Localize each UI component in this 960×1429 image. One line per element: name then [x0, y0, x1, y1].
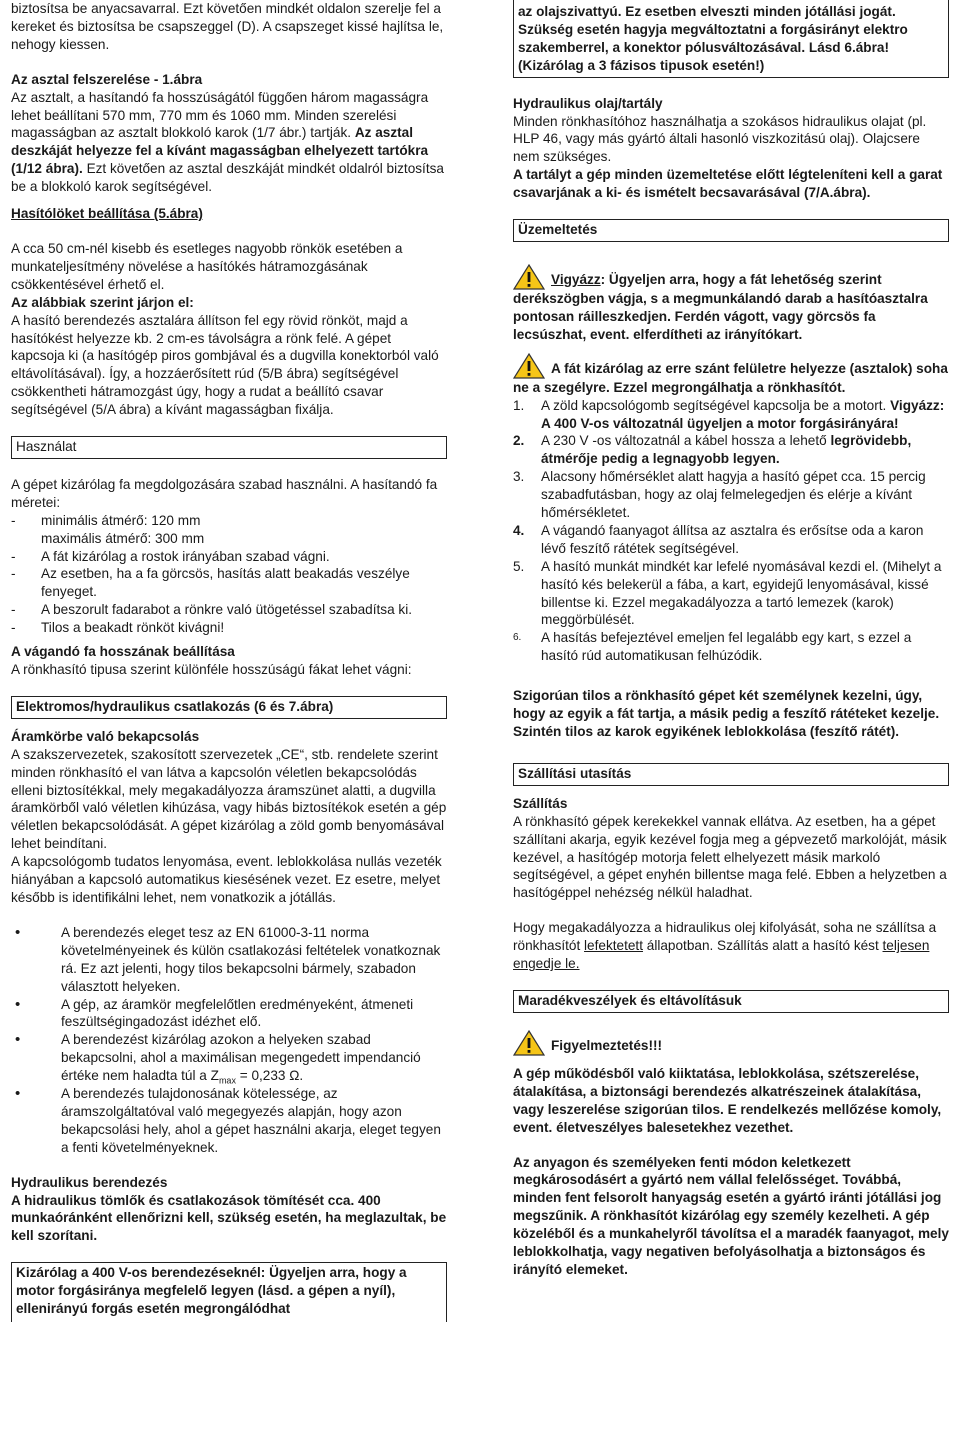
- residual-text-2: Az anyagon és személyeken fenti módon keletkezett megkárosodásért a gyártó nem vállal felelősséget. Továbbá, minden fent felsorolt hanyagság esetén a gyártó iránti jótállási jog megszűnik. A rönkhasítót kizárólag egy személy kezelheti. A gép közeléből és a munkahelyről távolítsa el a maradék faanyagot, mely leblokkolhatja, vagy negativen befolyásolhatja a biztonságos és irányító elemeket.: [513, 1154, 949, 1277]
- transport-text-2: Hogy megakadályozza a hidraulikus olej kifolyását, soha ne szállítsa a rönkhasítót lefektetett állapotban. Szállítás alatt a hasító kést teljesen engedje le.: [513, 920, 937, 972]
- residual-heading-box: Maradékveszélyek és eltávolításuk: [513, 990, 949, 1013]
- list-item: 5. A hasító munkát mindkét kar lefelé nyomásával kezdi el. (Mihelyt a hasító kés belekerül a fába, a kart, egyidejű lenyomásával, kissé billentse ki. Ezzel megakadályozza a tartó lemezek (karok) meggörbülését.: [513, 558, 942, 628]
- list-item: 4. A vágandó faanyagot állítsa az asztalra és erősítse oda a karon lévő feszítő rátétek segítségével.: [513, 522, 924, 556]
- warning-triangle-icon: [513, 264, 545, 290]
- voltage-warning-box-continued: az olajszivattyú. Ez esetben elveszti minden jótállási jogát. Szükség esetén hagyja megváltoztatni a forgásirányt elektro szakemberrel, a konektor pólusváltozásával. Lásd 6.ábra! (Kizárólag a 3 fázisos tipusok esetén!): [513, 0, 949, 78]
- list-item: - A beszorult fadarabot a rönkre való ütögetéssel szabadítsa ki.: [11, 602, 413, 618]
- splitting-text-1: A cca 50 cm-nél kisebb és esetleges nagyobb rönkök esetében a munkateljesítmény növelése a hasítókés hátramozgásának csökkentésével érhető el.: [11, 240, 403, 292]
- length-heading: A vágandó fa hosszának beállítása: [11, 644, 235, 660]
- table-setup-text: Az asztalt, a hasítandó fa hosszúságától függően három magasságra lehet beállítani 570 mm, 770 mm és 1060 mm. Minden szerelési magasságban az asztalt blokkoló karok (1/7 ábr.) tartják. Az asztal deszkáját helyezze fel a kívánt magasságban elhelyezett tartókra (1/12 ábra). Ezt követően az asztal deszkáját mindkét oldalról biztosítsa be a blokkoló karok segítségével.: [11, 89, 444, 195]
- list-item: • A gép, az áramkör megfelelőtlen eredményeként, átmeneti feszültségingadozást idézhet elő.: [15, 995, 414, 1030]
- left-column: [11, 0, 447, 1322]
- oil-text: Minden rönkhasítóhoz használhatja a szokásos hidraulikus olajat (pl. HLP 46, vagy más gyártó általi hasonló viszkozitású olaj). Olajcsere nem szükséges.: [513, 113, 927, 165]
- operation-heading-box: Üzemeltetés: [513, 219, 949, 242]
- list-item: • A berendezés tulajdonosának kötelessége, az áramszolgáltatóval való megegyezés alapján, hogy azon bekapcsolási hely, ahol a gépet használni akarja, eleget tegyen a fenti követelményeknek.: [15, 1085, 441, 1155]
- transport-text-1: A rönkhasító gépek kerekekkel vannak ellátva. Az esetben, ha a gépet szállítani akarja, egyik kezével fogja meg a gépvezető markolóját, másik kezével, a hasítógép motorja felett elhelyezett másik markoló segítségével, a gépet enyhén billentse maga felé. Ebben a helyzetben a hasítógéppel nehézség nélkül haladhat.: [513, 813, 947, 901]
- residual-text-1: A gép működésből való kiiktatása, leblokkolása, szétszerelése, átalakítása, a biztonsági berendezés alkatrészeinek átalakítása, vagy leszerelése szigorúan tilos. E rendelkezés mellőzése komoly, event. életveszélyes balesetekhez vezethet.: [513, 1065, 942, 1135]
- list-item: - minimális átmérő: 120 mm: [11, 512, 201, 528]
- prohibition-text: Szigorúan tilos a rönkhasító gépet két személynek kezelni, úgy, hogy az egyik a fát tartja, a másik pedig a feszítő rátéteket kezelje. Szintén tilos az karok egyikének leblokkolása (feszítő rátét).: [513, 688, 940, 739]
- electric-heading-box: Elektromos/hydraulikus csatlakozás (6 és 7.ábra): [11, 696, 447, 719]
- list-item: 2. A 230 V -os változatnál a kábel hossza a lehető legrövidebb, átmérője pedig a legnagyobb legyen.: [513, 433, 912, 467]
- list-item: 1. A zöld kapcsológomb segítségével kapcsolja be a motort. Vigyázz: A 400 V-os változatnál ügyeljen a motor forgásirányára!: [513, 397, 945, 431]
- list-item: 6. A hasítás befejeztével emeljen fel legalább egy kart, s ezzel a hasító rúd automatikusan felhúzódik.: [513, 630, 912, 664]
- circuit-heading: Áramkörbe való bekapcsolás: [11, 728, 200, 744]
- list-item: - Tilos a beakadt rönköt kivágni!: [11, 620, 225, 636]
- warning-triangle-icon: [513, 1030, 545, 1056]
- length-text: A rönkhasító tipusa szerint különféle hosszúságú fákat lehet vágni:: [11, 662, 412, 677]
- operation-steps: [513, 397, 949, 666]
- list-item: • A berendezést kizárólag azokon a helyeken szabad bekapcsolni, ahol a maximálisan megengedett impendanció értéke nem haladta túl a $Z_{max} = 0,233$ Ω.: [15, 1031, 421, 1086]
- oil-bold-text: A tartályt a gép minden üzemeltetése előtt légteleníteni kell a garat csavarjának a ki- és ismételt becsavarásával (7/A.ábra).: [513, 167, 943, 201]
- voltage-warning-box: Kizárólag a 400 V-os berendezéseknél: Ügyeljen arra, hogy a motor forgásiránya megfelelő legyen (lásd. a gépen a nyíl), ellenirányú forgás esetén megrongálódhat: [11, 1262, 447, 1322]
- table-setup-heading: Az asztal felszerelése - 1.ábra: [11, 71, 203, 87]
- oil-heading: Hydraulikus olaj/tartály: [513, 95, 663, 111]
- transport-heading-box: Szállítási utasítás: [513, 763, 949, 786]
- usage-list: [11, 512, 447, 637]
- splitting-text-2: A hasító berendezés asztalára állítson fel egy rövid rönköt, majd a hasítókést helyezze kb. 2 cm-es távolságra a rönk felé. A gépet kapcsoja ki (a hasítógép piros gombjával és a dugvilla konektorból való eltávolításával). Így, a hozzáerősített rúd (5/B ábra) segítségével csökkentheti hátramozgást úgy, hogy a rudat a beállító csavar segítségével (5/A ábra) a kívánt magasságban fixálja.: [11, 312, 439, 418]
- splitting-subheading: Az alábbiak szerint járjon el:: [11, 294, 194, 310]
- transport-subheading: Szállítás: [513, 795, 568, 811]
- circuit-text-1: A szakszervezetek, szakosított szervezetek „CE“, stb. rendelete szerint minden rönkhasító el van látva a kapcsolón véletlen bekapcsolódás elleni biztosítékkal, mely megakadályozza áramszünet alatti, a dugvilla áramkörből való véletlen kihúzása, vagy hibás biztosítékok esetén a gép véletlen bekapcsolódását. A gépet kizárólag a zöld gomb benyomásával lehet beindítani.: [11, 746, 447, 852]
- list-item: 3. Alacsony hőmérséklet alatt hagyja a hasító gépet cca. 15 percig szabadfutásban, hogy az olaj felmelegedjen és elérje a kívánt hőmérsékletet.: [513, 469, 926, 521]
- intro-text: biztosítsa be anyacsavarral. Ezt követően mindkét oldalon szerelje fel a kereket és biztosítsa be csapszeggel (D). A csapszeget kissé hajlítsa le, nehogy kiessen.: [11, 1, 444, 52]
- warning-1: Vigyázz: Ügyeljen arra, hogy a fát lehetőség szerint derékszögben vágja, s a megmunkálandó darab a hasítóasztalra pontosan ráilleszkedjen. Ferdén vágott, vagy görcsös fa lecsúszhat, event. elferdítheti az irányítókart.: [513, 264, 949, 344]
- list-item: - Az esetben, ha a fa görcsös, hasítás alatt beakadás veszélye fenyeget.: [11, 566, 410, 600]
- list-item: maximális átmérő: 300 mm: [41, 530, 205, 546]
- hydraulic-heading: Hydraulikus berendezés: [11, 1174, 168, 1190]
- splitting-heading: Hasítólöket beállítása (5.ábra): [11, 206, 203, 222]
- usage-heading-box: Használat: [11, 436, 447, 459]
- compliance-list: [11, 924, 447, 1157]
- list-item: • A berendezés eleget tesz az EN 61000-3-11 norma követelményeinek és külön csatlakozási feltételek vonatkoznak rá. Ez azt jelenti, hogy tilos bekapcsolni bármely, szabadon választott helyeken.: [15, 923, 441, 994]
- list-item: - A fát kizárólag a rostok irányában szabad vágni.: [11, 548, 330, 564]
- usage-text: A gépet kizárólag fa megdolgozására szabad használni. A hasítandó fa méretei:: [11, 476, 438, 510]
- hydraulic-text: A hidraulikus tömlők és csatlakozások tömítését cca. 400 munkaóránként ellenőrizni kell, szükség esetén, ha meglazultak, be kell szorítani.: [11, 1192, 447, 1244]
- warning-3: Figyelmeztetés!!!: [513, 1030, 949, 1056]
- circuit-text-2: A kapcsológomb tudatos lenyomása, event. leblokkolása nullás vezeték hiányában a kapcsoló automatikus kiesésének vezet. Ez esetre, melyet később is identifikálni lehet, nem vonatkozik a jótállás.: [11, 854, 442, 905]
- right-column: [513, 0, 949, 1279]
- warning-2: A fát kizárólag az erre szánt felületre helyezze (asztalok) soha ne a szegélyre. Ezzel megrongálhatja a rönkhasítót.: [513, 353, 949, 397]
- warning-triangle-icon: [513, 353, 545, 379]
